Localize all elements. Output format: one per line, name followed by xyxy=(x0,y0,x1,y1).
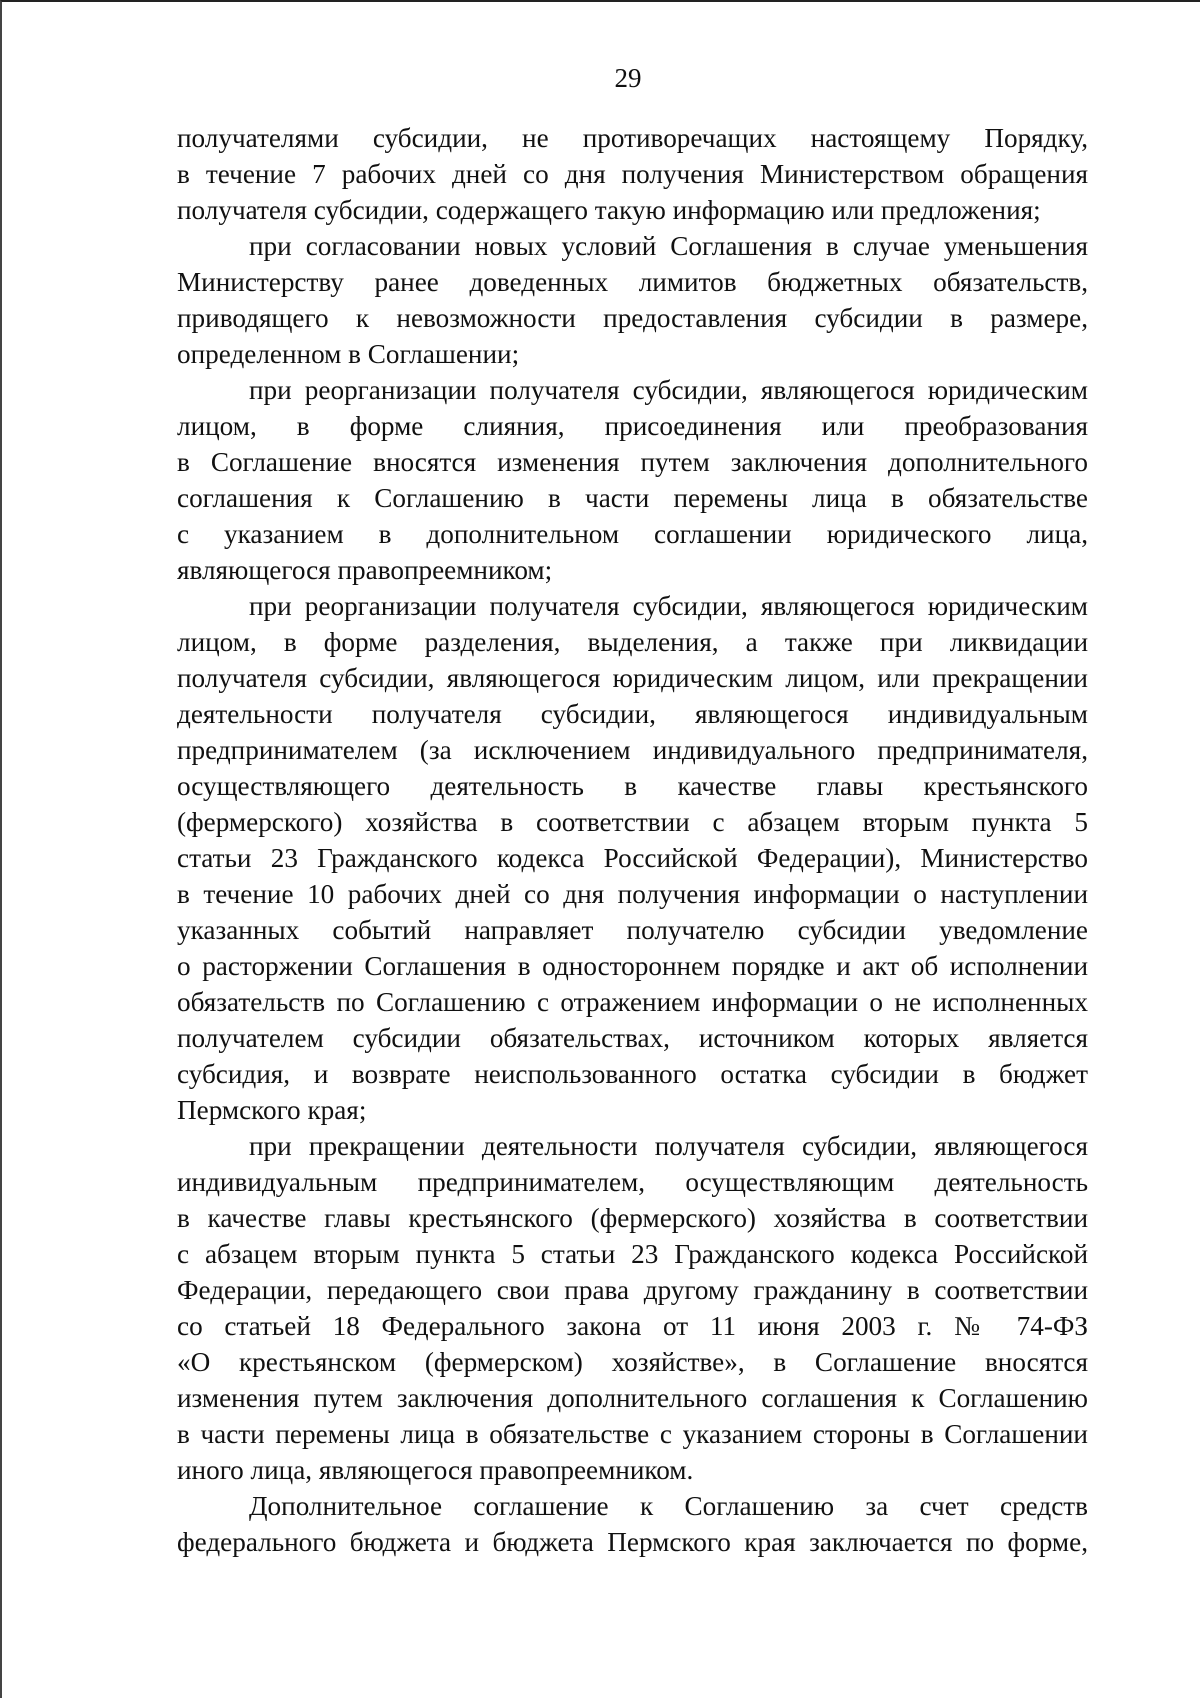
text-line: Пермского края; xyxy=(177,1095,367,1125)
text-line: лицом, в форме слияния, присоединения или преобразования xyxy=(177,411,1088,441)
paragraph xyxy=(177,1488,1088,1560)
text-line: при прекращении деятельности получателя субсидии, являющегося xyxy=(249,1131,1088,1161)
text-line: приводящего к невозможности предоставления субсидии в размере, xyxy=(177,303,1088,333)
text-line: получателя субсидии, содержащего такую информацию или предложения; xyxy=(177,195,1041,225)
document-body xyxy=(177,120,1088,1560)
text-line: получателем субсидии обязательствах, источником которых является xyxy=(177,1023,1088,1053)
text-line: получателя субсидии, являющегося юридическим лицом, или прекращении xyxy=(177,663,1088,693)
text-line: обязательств по Соглашению с отражением информации о не исполненных xyxy=(177,987,1088,1017)
text-line: статьи 23 Гражданского кодекса Российской Федерации), Министерство xyxy=(177,843,1088,873)
text-line: соглашения к Соглашению в части перемены лица в обязательстве xyxy=(177,483,1088,513)
paragraph xyxy=(177,588,1088,1128)
text-line: со статьей 18 Федерального закона от 11 июня 2003 г. № 74-ФЗ xyxy=(177,1311,1088,1341)
text-line: Федерации, передающего свои права другому гражданину в соответствии xyxy=(177,1275,1088,1305)
paragraph xyxy=(177,372,1088,588)
text-line: изменения путем заключения дополнительного соглашения к Соглашению xyxy=(177,1383,1088,1413)
paragraph xyxy=(177,1128,1088,1488)
text-line: федерального бюджета и бюджета Пермского края заключается по форме, xyxy=(177,1527,1088,1557)
text-line: Дополнительное соглашение к Соглашению за счет средств xyxy=(249,1491,1088,1521)
text-line: в течение 10 рабочих дней со дня получения информации о наступлении xyxy=(177,879,1088,909)
text-line: в течение 7 рабочих дней со дня получения Министерством обращения xyxy=(177,159,1088,189)
text-line: с указанием в дополнительном соглашении юридического лица, xyxy=(177,519,1088,549)
text-line: о расторжении Соглашения в одностороннем порядке и акт об исполнении xyxy=(177,951,1088,981)
page-number: 29 xyxy=(614,63,642,93)
text-line: предпринимателем (за исключением индивидуального предпринимателя, xyxy=(177,735,1088,765)
text-line: (фермерского) хозяйства в соответствии с абзацем вторым пункта 5 xyxy=(177,807,1088,837)
text-line: при реорганизации получателя субсидии, являющегося юридическим xyxy=(249,591,1088,621)
text-line: Министерству ранее доведенных лимитов бюджетных обязательств, xyxy=(177,267,1088,297)
text-line: в качестве главы крестьянского (фермерского) хозяйства в соответствии xyxy=(177,1203,1088,1233)
text-line: осуществляющего деятельность в качестве главы крестьянского xyxy=(177,771,1088,801)
text-line: при реорганизации получателя субсидии, являющегося юридическим xyxy=(249,375,1088,405)
text-line: с абзацем вторым пункта 5 статьи 23 Гражданского кодекса Российской xyxy=(177,1239,1088,1269)
text-line: иного лица, являющегося правопреемником. xyxy=(177,1455,694,1485)
text-line: определенном в Соглашении; xyxy=(177,339,520,369)
text-line: в Соглашение вносятся изменения путем заключения дополнительного xyxy=(177,447,1088,477)
text-line: получателями субсидии, не противоречащих настоящему Порядку, xyxy=(177,123,1088,153)
text-line: индивидуальным предпринимателем, осуществляющим деятельность xyxy=(177,1167,1088,1197)
paragraph xyxy=(177,120,1088,228)
text-line: деятельности получателя субсидии, являющегося индивидуальным xyxy=(177,699,1088,729)
paragraph xyxy=(177,228,1088,372)
text-line: при согласовании новых условий Соглашения в случае уменьшения xyxy=(249,231,1088,261)
text-line: указанных событий направляет получателю субсидии уведомление xyxy=(177,915,1088,945)
text-line: в части перемены лица в обязательстве с указанием стороны в Соглашении xyxy=(177,1419,1088,1449)
text-line: «О крестьянском (фермерском) хозяйстве», в Соглашение вносятся xyxy=(177,1347,1088,1377)
text-line: лицом, в форме разделения, выделения, а также при ликвидации xyxy=(177,627,1088,657)
text-line: являющегося правопреемником; xyxy=(177,555,553,585)
text-line: субсидия, и возврате неиспользованного остатка субсидии в бюджет xyxy=(177,1059,1088,1089)
